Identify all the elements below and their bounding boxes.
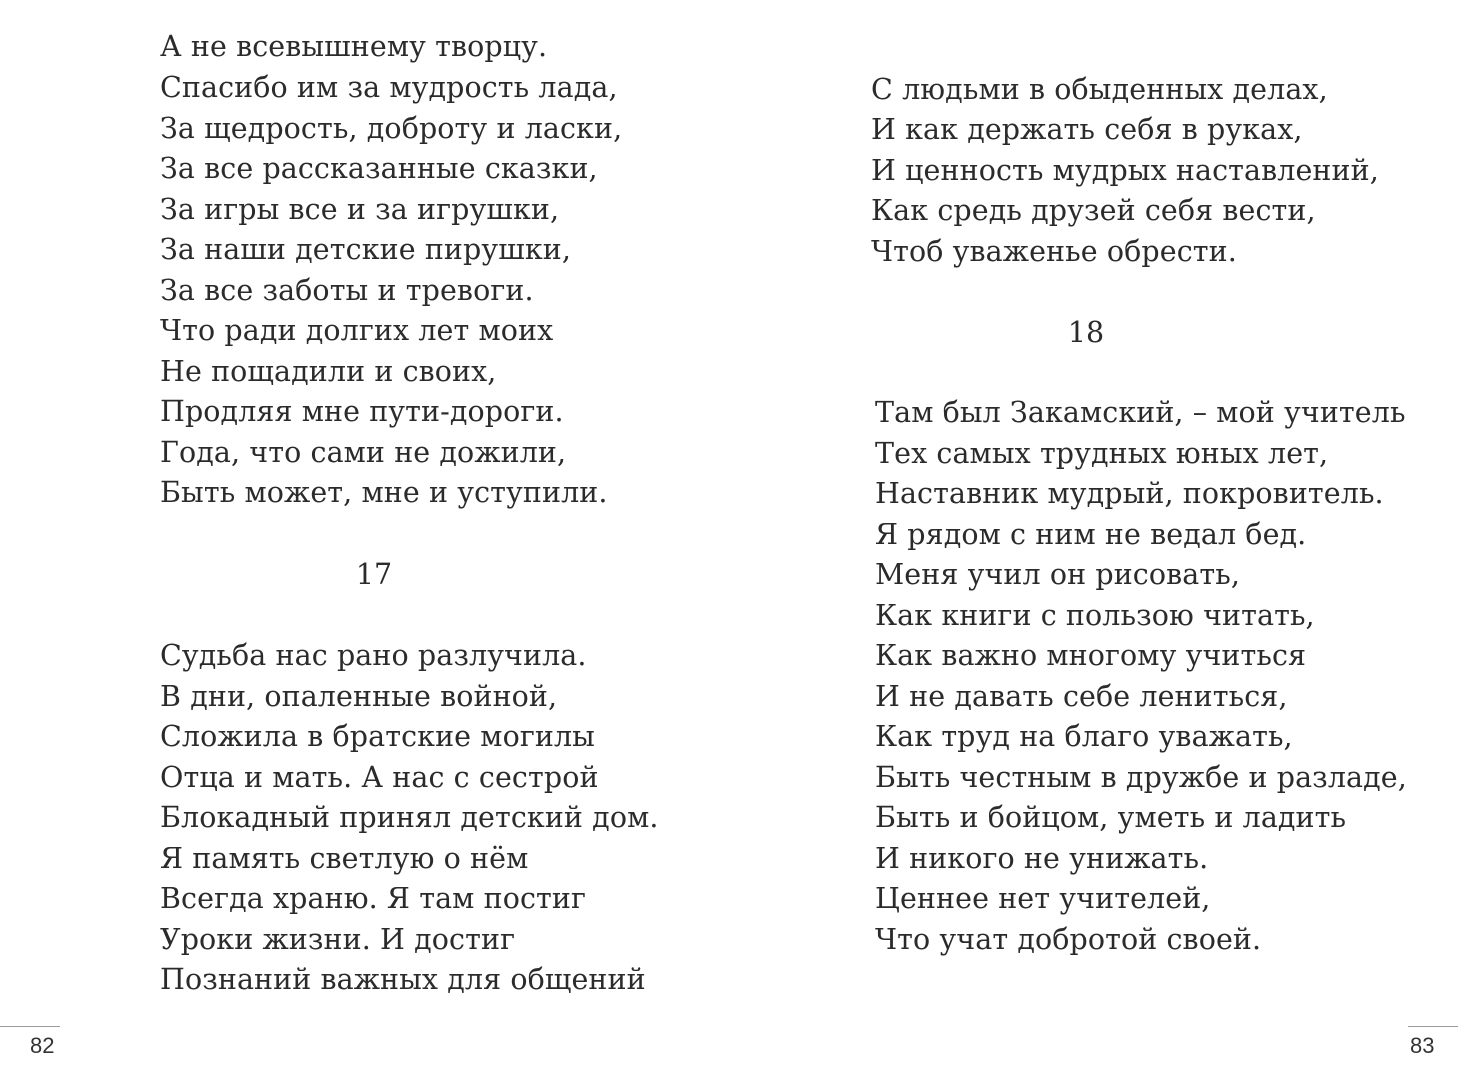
poem-line: Спасибо им за мудрость лада, [160, 71, 618, 104]
poem-line: Сложила в братские могилы [160, 720, 595, 753]
poem-line: За щедрость, доброту и ласки, [160, 112, 623, 145]
right-page [729, 0, 1458, 1080]
poem-line: Там был Закамский, – мой учитель [875, 396, 1406, 429]
page-number: 82 [30, 1033, 55, 1058]
poem-line: Наставник мудрый, покровитель. [875, 477, 1384, 510]
poem-line: Блокадный принял детский дом. [160, 801, 659, 834]
poem-line: И ценность мудрых наставлений, [871, 154, 1379, 187]
poem-line: За наши детские пирушки, [160, 233, 571, 266]
section-number: 18 [1067, 316, 1105, 349]
poem-line: За игры все и за игрушки, [160, 193, 560, 226]
poem-line: И никого не унижать. [875, 842, 1209, 875]
poem-line: Года, что сами не дожили, [160, 436, 567, 469]
poem-line: А не всевышнему творцу. [160, 30, 548, 63]
poem-line: Быть может, мне и уступили. [160, 476, 608, 509]
poem-line: И как держать себя в руках, [871, 113, 1303, 146]
poem-line: За все заботы и тревоги. [160, 274, 534, 307]
poem-line: Чтоб уваженье обрести. [871, 235, 1237, 268]
section-number: 17 [355, 558, 393, 591]
poem-line: Как книги с пользою читать, [875, 599, 1315, 632]
poem-line: Всегда храню. Я там постиг [160, 882, 587, 915]
poem-line: Судьба нас рано разлучила. [160, 639, 587, 672]
poem-line: Как средь друзей себя вести, [871, 194, 1316, 227]
poem-line: Быть честным в дружбе и разладе, [875, 761, 1407, 794]
poem-line: С людьми в обыденных делах, [871, 73, 1328, 106]
poem-line: Ценнее нет учителей, [875, 882, 1211, 915]
poem-line: За все рассказанные сказки, [160, 152, 598, 185]
poem-line: И не давать себе лениться, [875, 680, 1288, 713]
poem-line: Уроки жизни. И достиг [160, 923, 516, 956]
poem-line: Что ради долгих лет моих [160, 314, 554, 347]
poem-line: Познаний важных для общений [160, 963, 646, 996]
poem-line: Я рядом с ним не ведал бед. [875, 518, 1307, 551]
poem-line: Быть и бойцом, уметь и ладить [875, 801, 1347, 834]
poem-line: Как труд на благо уважать, [875, 720, 1293, 753]
poem-line: В дни, опаленные войной, [160, 680, 558, 713]
poem-line: Не пощадили и своих, [160, 355, 497, 388]
folio-rule [1408, 1026, 1458, 1027]
poem-line: Как важно многому учиться [875, 639, 1307, 672]
poem-line: Что учат добротой своей. [875, 923, 1262, 956]
poem-line: Тех самых трудных юных лет, [875, 437, 1329, 470]
poem-line: Отца и мать. А нас с сестрой [160, 761, 599, 794]
folio-rule [0, 1026, 60, 1027]
page-number: 83 [1410, 1033, 1435, 1058]
poem-line: Продляя мне пути-дороги. [160, 395, 564, 428]
poem-line: Я память светлую о нём [160, 842, 529, 875]
poem-line: Меня учил он рисовать, [875, 558, 1241, 591]
